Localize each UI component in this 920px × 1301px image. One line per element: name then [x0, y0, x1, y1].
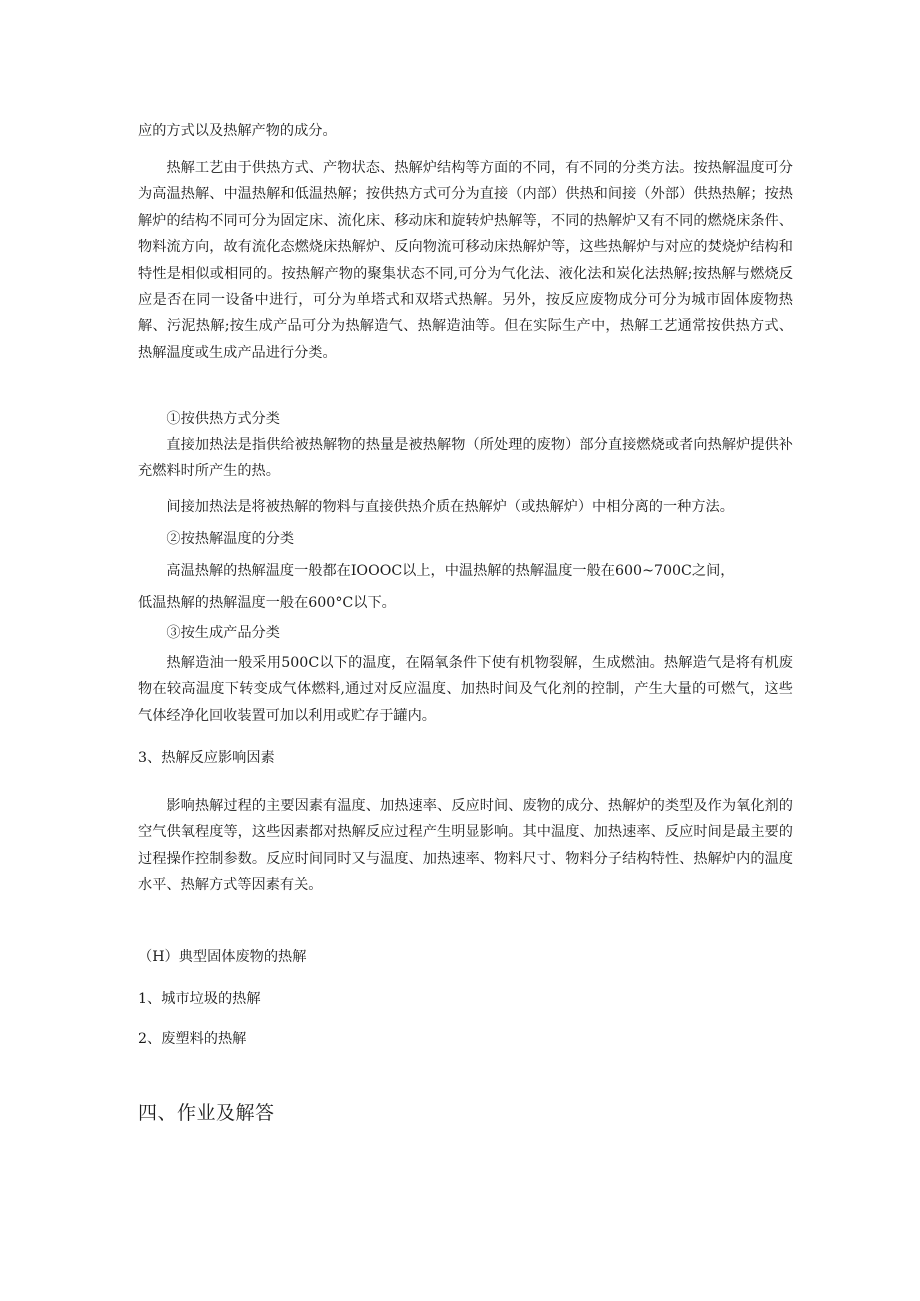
paragraph-continuation: 应的方式以及热解产物的成分。 [138, 123, 337, 139]
subheading-products: ③按生成产品分类 [166, 625, 280, 641]
list-item-municipal-waste: 1、城市垃圾的热解 [138, 991, 261, 1007]
list-item-waste-plastic: 2、废塑料的热解 [138, 1031, 247, 1047]
subheading-heat-supply: ①按供热方式分类 [166, 411, 280, 427]
paragraph-products: 热解造油一般采用500C以下的温度，在隔氧条件下使有机物裂解，生成燃油。热解造气是将有机废物在较高温度下转变成气体燃料,通过对反应温度、加热时间及气化剂的控制，产生大量的可燃气，这些气体经净化回收装置可加以利用或贮存于罐内。 [138, 655, 793, 724]
paragraph-influencing-factors: 影响热解过程的主要因素有温度、加热速率、反应时间、废物的成分、热解炉的类型及作为氧化剂的空气供氧程度等，这些因素都对热解反应过程产生明显影响。其中温度、加热速率、反应时间是最主要的过程操作控制参数。反应时间同时又与温度、加热速率、物料尺寸、物料分子结构特性、热解炉内的温度水平、热解方式等因素有关。 [138, 798, 793, 894]
section-heading-influencing-factors: 3、热解反应影响因素 [138, 750, 275, 766]
paragraph-classification-methods: 热解工艺由于供热方式、产物状态、热解炉结构等方面的不同，有不同的分类方法。按热解温度可分为高温热解、中温热解和低温热解；按供热方式可分为直接（内部）供热和间接（外部）供热热解；按热解炉的结构不同可分为固定床、流化床、移动床和旋转炉热解等，不同的热解炉又有不同的燃烧床条件、物料流方向，故有流化态燃烧床热解炉、反向物流可移动床热解炉等，这些热解炉与对应的焚烧炉结构和特性是相似或相同的。按热解产物的聚集状态不同,可分为气化法、液化法和炭化法热解;按热解与燃烧反应是否在同一设备中进行，可分为单塔式和双塔式热解。另外，按反应废物成分可分为城市固体废物热解、污泥热解;按生成产品可分为热解造气、热解造油等。但在实际生产中，热解工艺通常按供热方式、热解温度或生成产品进行分类。 [138, 160, 793, 361]
subheading-temperature: ②按热解温度的分类 [166, 531, 295, 547]
section-heading-typical-waste: （H）典型固体废物的热解 [138, 949, 307, 965]
chapter-heading-homework: 四、作业及解答 [138, 1102, 275, 1124]
paragraph-temperature-low: 低温热解的热解温度一般在600°C以下。 [138, 595, 396, 611]
paragraph-temperature-high-mid: 高温热解的热解温度一般都在IOOOC以上，中温热解的热解温度一般在600~700C之间， [166, 563, 735, 579]
paragraph-direct-heating: 直接加热法是指供给被热解物的热量是被热解物（所处理的废物）部分直接燃烧或者向热解炉提供补充燃料时所产生的热。 [138, 437, 793, 480]
paragraph-indirect-heating: 间接加热法是将被热解的物料与直接供热介质在热解炉（或热解炉）中相分离的一种方法。 [166, 499, 734, 515]
